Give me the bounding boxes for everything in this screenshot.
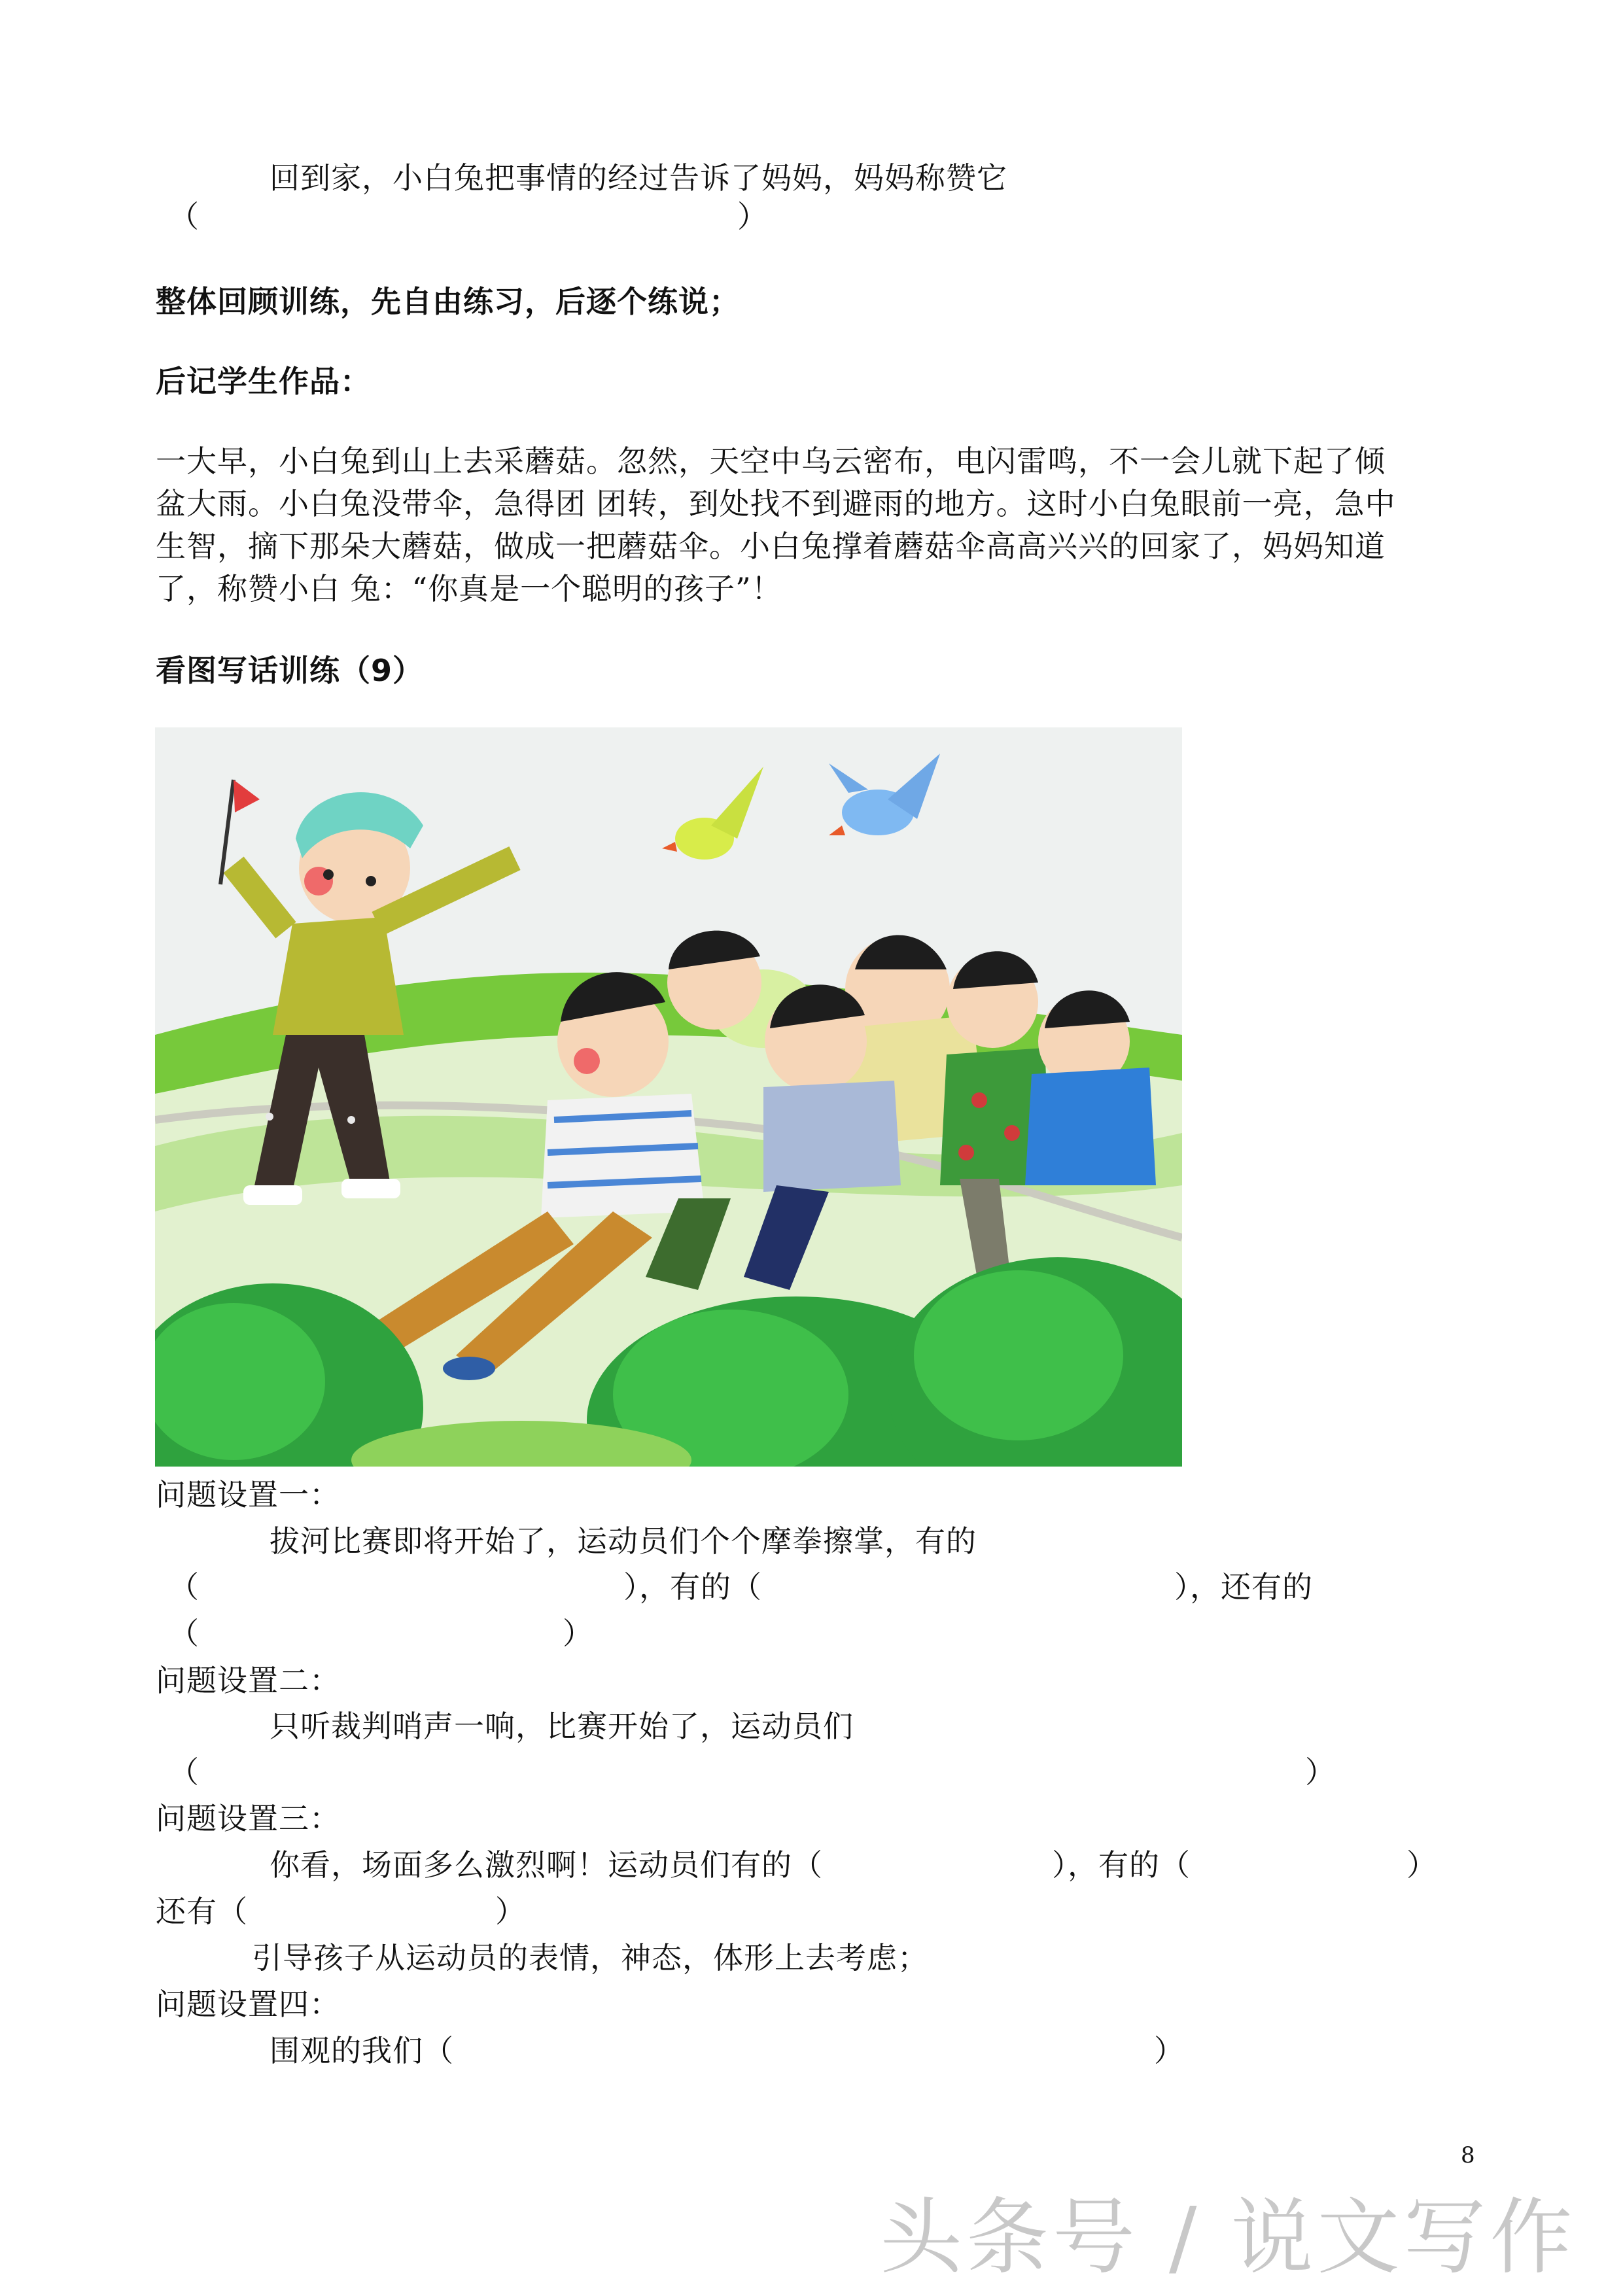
close-paren: ） [1154, 2033, 1185, 2068]
open-paren: （ [169, 1754, 200, 1790]
q3-prompt-mid: ），有的（ [1052, 1847, 1191, 1883]
q1-prompt: 拔河比赛即将开始了，运动员们个个摩拳擦掌，有的 [270, 1523, 977, 1559]
q3-haiyou: 还有（ [156, 1894, 248, 1929]
student-work-line-2: 盆大雨。小白兔没带伞，急得团 团转，到处找不到避雨的地方。这时小白兔眼前一亮，急中 [156, 486, 1396, 521]
q2-label: 问题设置二： [156, 1663, 340, 1698]
q4-prompt-start: 围观的我们（ [270, 2033, 454, 2068]
open-paren: （ [169, 1569, 200, 1605]
q2-prompt: 只听裁判哨声一响，比赛开始了，运动员们 [270, 1709, 854, 1744]
student-work-line-3: 生智，摘下那朵大蘑菇，做成一把蘑菇伞。小白兔撑着蘑菇伞高高兴兴的回家了，妈妈知道 [156, 529, 1386, 564]
close-paren: ） [737, 199, 768, 234]
review-instruction: 整体回顾训练，先自由练习，后逐个练说； [156, 284, 740, 319]
close-paren: ） [1305, 1754, 1336, 1790]
tug-of-war-illustration [155, 727, 1182, 1467]
q3-prompt-start: 你看，场面多么激烈啊！运动员们有的（ [270, 1847, 823, 1883]
q1-youde: ，有的 [639, 1569, 731, 1605]
close-paren: ） [563, 1616, 593, 1651]
q1-haiyoude: ，还有的 [1190, 1569, 1313, 1605]
q3-line2 [156, 1894, 526, 1929]
q3-hint: 引导孩子从运动员的表情，神态，体形上去考虑； [252, 1940, 928, 1975]
story-ending-line: 回到家，小白兔把事情的经过告诉了妈妈，妈妈称赞它 [270, 160, 1007, 196]
open-paren: （ [731, 1569, 762, 1605]
exercise-heading: 看图写话训练（9） [156, 653, 424, 688]
q4-prompt [270, 2033, 1185, 2068]
answer-blank-line [169, 201, 768, 232]
q3-label: 问题设置三： [156, 1801, 340, 1836]
close-paren: ） [623, 1569, 639, 1605]
student-work-line-4: 了，称赞小白 兔：“你真是一个聪明的孩子”！ [156, 571, 782, 606]
close-paren: ） [1406, 1847, 1437, 1883]
q1-label: 问题设置一： [156, 1477, 340, 1512]
page-number: 8 [1461, 2142, 1475, 2168]
q3-prompt [270, 1847, 1437, 1883]
student-work-line-1: 一大早，小白兔到山上去采蘑菇。忽然，天空中乌云密布，电闪雷鸣，不一会儿就下起了倾 [156, 444, 1386, 479]
close-paren: ） [495, 1894, 526, 1929]
q1-last-blank [169, 1616, 593, 1651]
q1-blanks-line [169, 1569, 1313, 1605]
q2-blank-line [169, 1754, 1336, 1790]
q4-label: 问题设置四： [156, 1987, 340, 2022]
close-paren: ） [1174, 1569, 1190, 1605]
open-paren: （ [169, 1616, 200, 1651]
student-work-heading: 后记学生作品： [156, 364, 371, 399]
open-paren: （ [169, 199, 200, 234]
watermark: 头条号 / 说文写作 [880, 2189, 1577, 2286]
